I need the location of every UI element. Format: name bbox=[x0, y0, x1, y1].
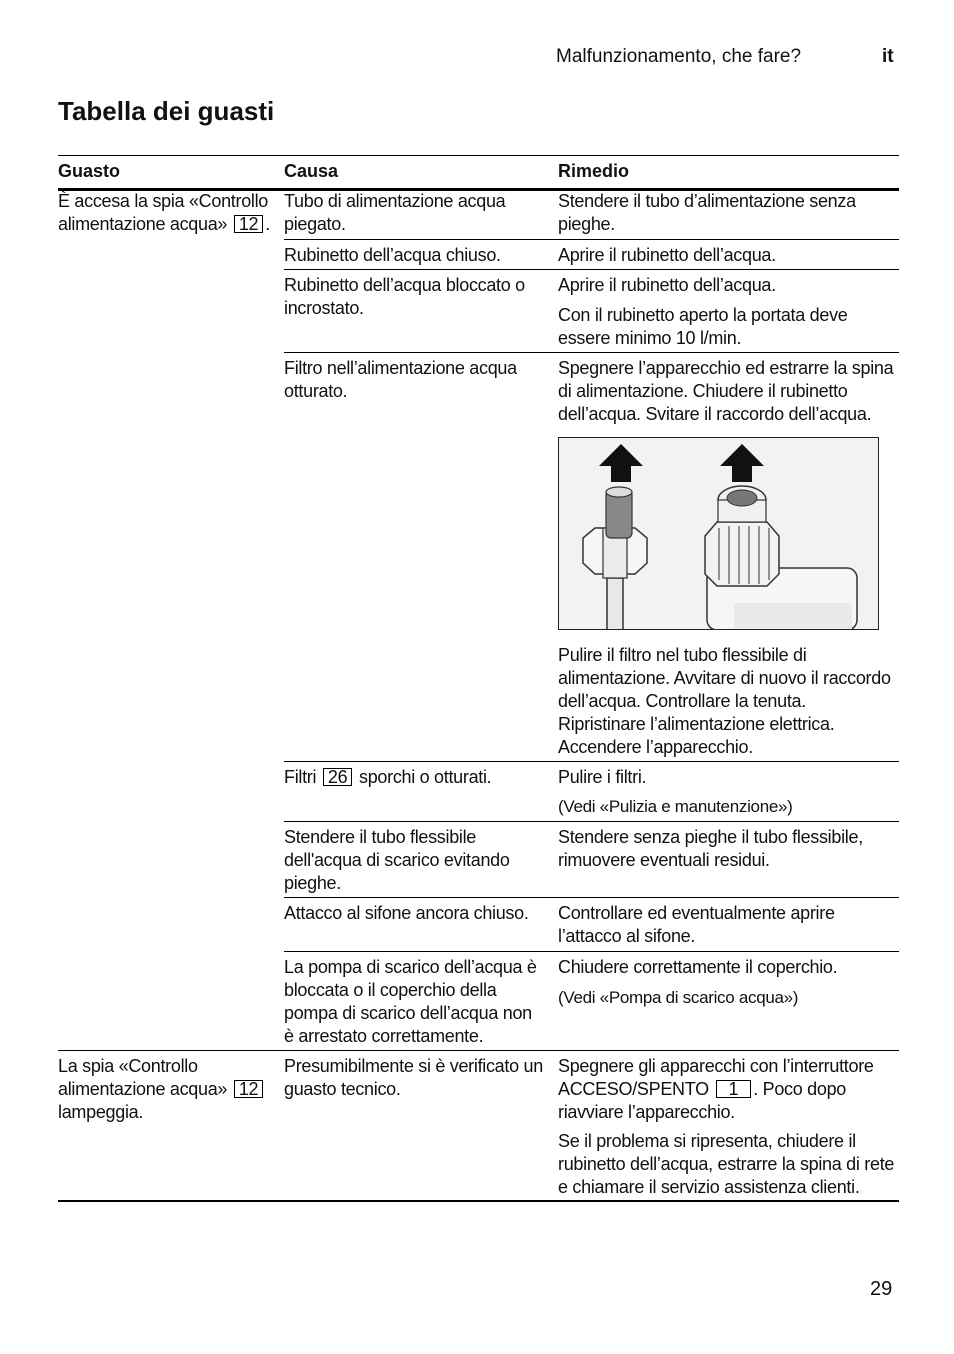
cause-5 bbox=[284, 766, 539, 789]
row-divider bbox=[284, 951, 899, 952]
cause-9: Presumibilmente si è verificato un guasto tecnico. bbox=[284, 1056, 543, 1099]
row-divider bbox=[284, 352, 899, 353]
row-divider bbox=[284, 897, 899, 898]
fault-1-ref: 12 bbox=[234, 215, 263, 233]
cause-2: Rubinetto dell’acqua chiuso. bbox=[284, 245, 501, 265]
column-header-remedy: Rimedio bbox=[558, 161, 630, 181]
page-number: 29 bbox=[870, 1278, 893, 1300]
cause-6: Stendere il tubo flessibile dell'acqua di scarico evitando pieghe. bbox=[284, 827, 510, 893]
fault-2-text-a: La spia «Controllo alimentazione acqua» bbox=[58, 1056, 228, 1099]
row-divider bbox=[284, 761, 899, 762]
fault-table bbox=[58, 155, 899, 191]
remedy-8b: (Vedi «Pompa di scarico acqua») bbox=[558, 988, 799, 1007]
remedy-4a: Spegnere l’apparecchio ed estrarre la spina di alimentazione. Chiudere il rubinetto dell’acqua. Svitare il raccordo dell’acqua. bbox=[558, 358, 894, 424]
filter-cap-left bbox=[606, 487, 632, 497]
remedy-4b: Pulire il filtro nel tubo flessibile di alimentazione. Avvitare di nuovo il raccordo dell’acqua. Controllare la tenuta. Ripristinare l’alimentazione elettrica. Accendere l’apparecchio. bbox=[558, 645, 891, 757]
language-code: it bbox=[882, 46, 894, 67]
remedy-3a: Aprire il rubinetto dell’acqua. bbox=[558, 275, 776, 295]
fault-2-text-b: lampeggia. bbox=[58, 1102, 144, 1122]
filter-diagram bbox=[559, 438, 878, 629]
page-title: Tabella dei guasti bbox=[58, 96, 275, 126]
arrow-up-left-icon bbox=[599, 444, 643, 482]
cause-4: Filtro nell’alimentazione acqua otturato. bbox=[284, 358, 517, 401]
remedy-9a-ref: 1 bbox=[716, 1080, 752, 1098]
tap-panel bbox=[734, 603, 852, 629]
remedy-7: Controllare ed eventualmente aprire l’attacco al sifone. bbox=[558, 903, 835, 946]
running-header: Malfunzionamento, che fare? bbox=[556, 46, 802, 67]
table-header bbox=[58, 155, 899, 191]
cause-1: Tubo di alimentazione acqua piegato. bbox=[284, 191, 506, 234]
fault-1-text: È accesa la spia «Controllo alimentazione acqua» bbox=[58, 191, 269, 234]
filter-illustration bbox=[558, 437, 879, 630]
cause-7: Attacco al sifone ancora chiuso. bbox=[284, 903, 529, 923]
cause-5-text-a: Filtri bbox=[284, 767, 317, 787]
remedy-5b: (Vedi «Pulizia e manutenzione») bbox=[558, 797, 793, 816]
remedy-3b: Con il rubinetto aperto la portata deve essere minimo 10 l/min. bbox=[558, 305, 848, 348]
column-header-cause: Causa bbox=[284, 161, 339, 181]
table-bottom-rule bbox=[58, 1200, 899, 1202]
row-divider bbox=[58, 1050, 899, 1051]
remedy-9a-text: Spegnere gli apparecchi con l’interruttore ACCESO/SPENTO bbox=[558, 1056, 874, 1099]
filter-mesh-right bbox=[727, 490, 757, 506]
fault-2-ref: 12 bbox=[234, 1080, 263, 1098]
hose bbox=[607, 578, 623, 629]
row-divider bbox=[284, 239, 899, 240]
tap-nut bbox=[705, 522, 779, 586]
remedy-1: Stendere il tubo d’alimentazione senza pieghe. bbox=[558, 191, 856, 234]
remedy-6: Stendere senza pieghe il tubo flessibile, rimuovere eventuali residui. bbox=[558, 827, 863, 870]
remedy-9b: Se il problema si ripresenta, chiudere il rubinetto dell’acqua, estrarre la spina di rete e chiamare il servizio assistenza clienti. bbox=[558, 1131, 895, 1197]
remedy-8a: Chiudere correttamente il coperchio. bbox=[558, 957, 838, 977]
cause-5-text-b: sporchi o otturati. bbox=[359, 767, 492, 787]
cause-5-ref: 26 bbox=[323, 768, 352, 786]
fault-2 bbox=[58, 1055, 273, 1124]
row-divider bbox=[284, 269, 899, 270]
remedy-9a-text-2: . Poco dopo riavviare l’apparecchio. bbox=[558, 1079, 847, 1122]
row-divider bbox=[284, 821, 899, 822]
arrow-up-right-icon bbox=[720, 444, 764, 482]
cause-8: La pompa di scarico dell’acqua è bloccata o il coperchio della pompa di scarico dell’acqua non è arrestato correttamente. bbox=[284, 957, 537, 1046]
column-header-fault: Guasto bbox=[58, 161, 121, 181]
fault-1: È accesa la spia «Controllo alimentazione acqua» 12 . bbox=[58, 191, 270, 234]
remedy-5a: Pulire i filtri. bbox=[558, 767, 647, 787]
cause-3: Rubinetto dell’acqua bloccato o incrostato. bbox=[284, 275, 525, 318]
remedy-2: Aprire il rubinetto dell’acqua. bbox=[558, 245, 776, 265]
remedy-9a bbox=[558, 1055, 898, 1124]
